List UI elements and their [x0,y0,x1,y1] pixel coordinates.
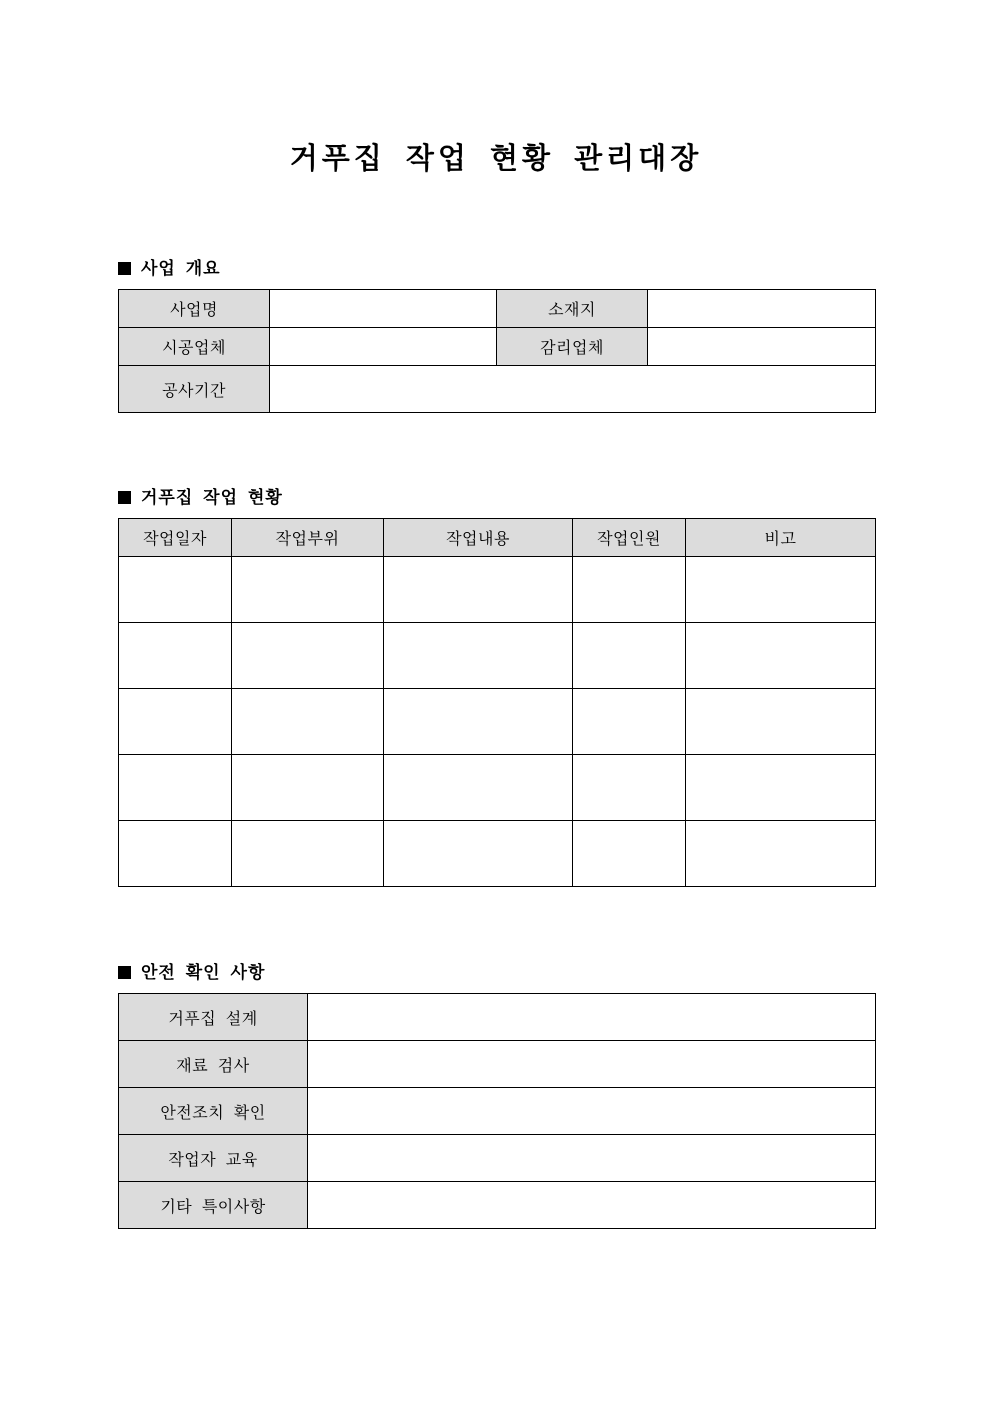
safety-table [118,993,876,1229]
table-cell[interactable] [686,623,876,689]
safety-heading-text: 안전 확인 사항 [141,963,266,983]
table-cell[interactable] [232,755,384,821]
table-cell[interactable] [686,689,876,755]
work-status-heading [118,483,283,508]
column-header-remarks: 비고 [686,519,876,557]
table-row [119,328,876,366]
table-row [119,994,876,1041]
table-cell[interactable] [119,623,232,689]
formwork-design-label: 거푸집 설계 [119,994,308,1041]
table-cell[interactable] [119,689,232,755]
other-notes-label: 기타 특이사항 [119,1182,308,1229]
table-cell[interactable] [119,755,232,821]
worker-training-field[interactable] [308,1135,876,1182]
table-row [119,366,876,413]
table-cell[interactable] [119,821,232,887]
worker-training-label: 작업자 교육 [119,1135,308,1182]
square-bullet-icon [118,491,131,504]
table-cell[interactable] [384,623,573,689]
square-bullet-icon [118,966,131,979]
table-cell[interactable] [573,557,686,623]
table-cell[interactable] [119,557,232,623]
table-cell[interactable] [384,755,573,821]
table-cell[interactable] [232,821,384,887]
table-row [119,689,876,755]
formwork-design-field[interactable] [308,994,876,1041]
table-row [119,290,876,328]
location-label: 소재지 [497,290,648,328]
table-cell[interactable] [686,557,876,623]
other-notes-field[interactable] [308,1182,876,1229]
column-header-part: 작업부위 [232,519,384,557]
column-header-workers: 작업인원 [573,519,686,557]
overview-heading-text: 사업 개요 [141,259,221,279]
column-header-content: 작업내용 [384,519,573,557]
table-row [119,557,876,623]
table-row [119,1088,876,1135]
table-cell[interactable] [232,623,384,689]
overview-table [118,289,876,413]
project-name-field[interactable] [270,290,497,328]
safety-heading [118,958,265,983]
table-row [119,623,876,689]
table-cell[interactable] [686,821,876,887]
table-cell[interactable] [573,755,686,821]
table-cell[interactable] [232,557,384,623]
table-cell[interactable] [573,689,686,755]
work-status-heading-text: 거푸집 작업 현황 [141,488,283,508]
table-row [119,821,876,887]
safety-measures-label: 안전조치 확인 [119,1088,308,1135]
material-inspection-label: 재료 검사 [119,1041,308,1088]
period-field[interactable] [270,366,876,413]
table-cell[interactable] [232,689,384,755]
table-row [119,1182,876,1229]
table-cell[interactable] [573,821,686,887]
table-row [119,1041,876,1088]
material-inspection-field[interactable] [308,1041,876,1088]
supervisor-field[interactable] [648,328,876,366]
table-cell[interactable] [573,623,686,689]
contractor-label: 시공업체 [119,328,270,366]
table-cell[interactable] [384,557,573,623]
table-row [119,1135,876,1182]
period-label: 공사기간 [119,366,270,413]
contractor-field[interactable] [270,328,497,366]
column-header-date: 작업일자 [119,519,232,557]
square-bullet-icon [118,262,131,275]
location-field[interactable] [648,290,876,328]
project-name-label: 사업명 [119,290,270,328]
safety-measures-field[interactable] [308,1088,876,1135]
supervisor-label: 감리업체 [497,328,648,366]
table-row [119,755,876,821]
table-cell[interactable] [686,755,876,821]
work-status-table [118,518,876,887]
table-cell[interactable] [384,689,573,755]
table-header-row [119,519,876,557]
page-title: 거푸집 작업 현황 관리대장 [289,141,703,175]
overview-heading [118,254,221,279]
table-cell[interactable] [384,821,573,887]
